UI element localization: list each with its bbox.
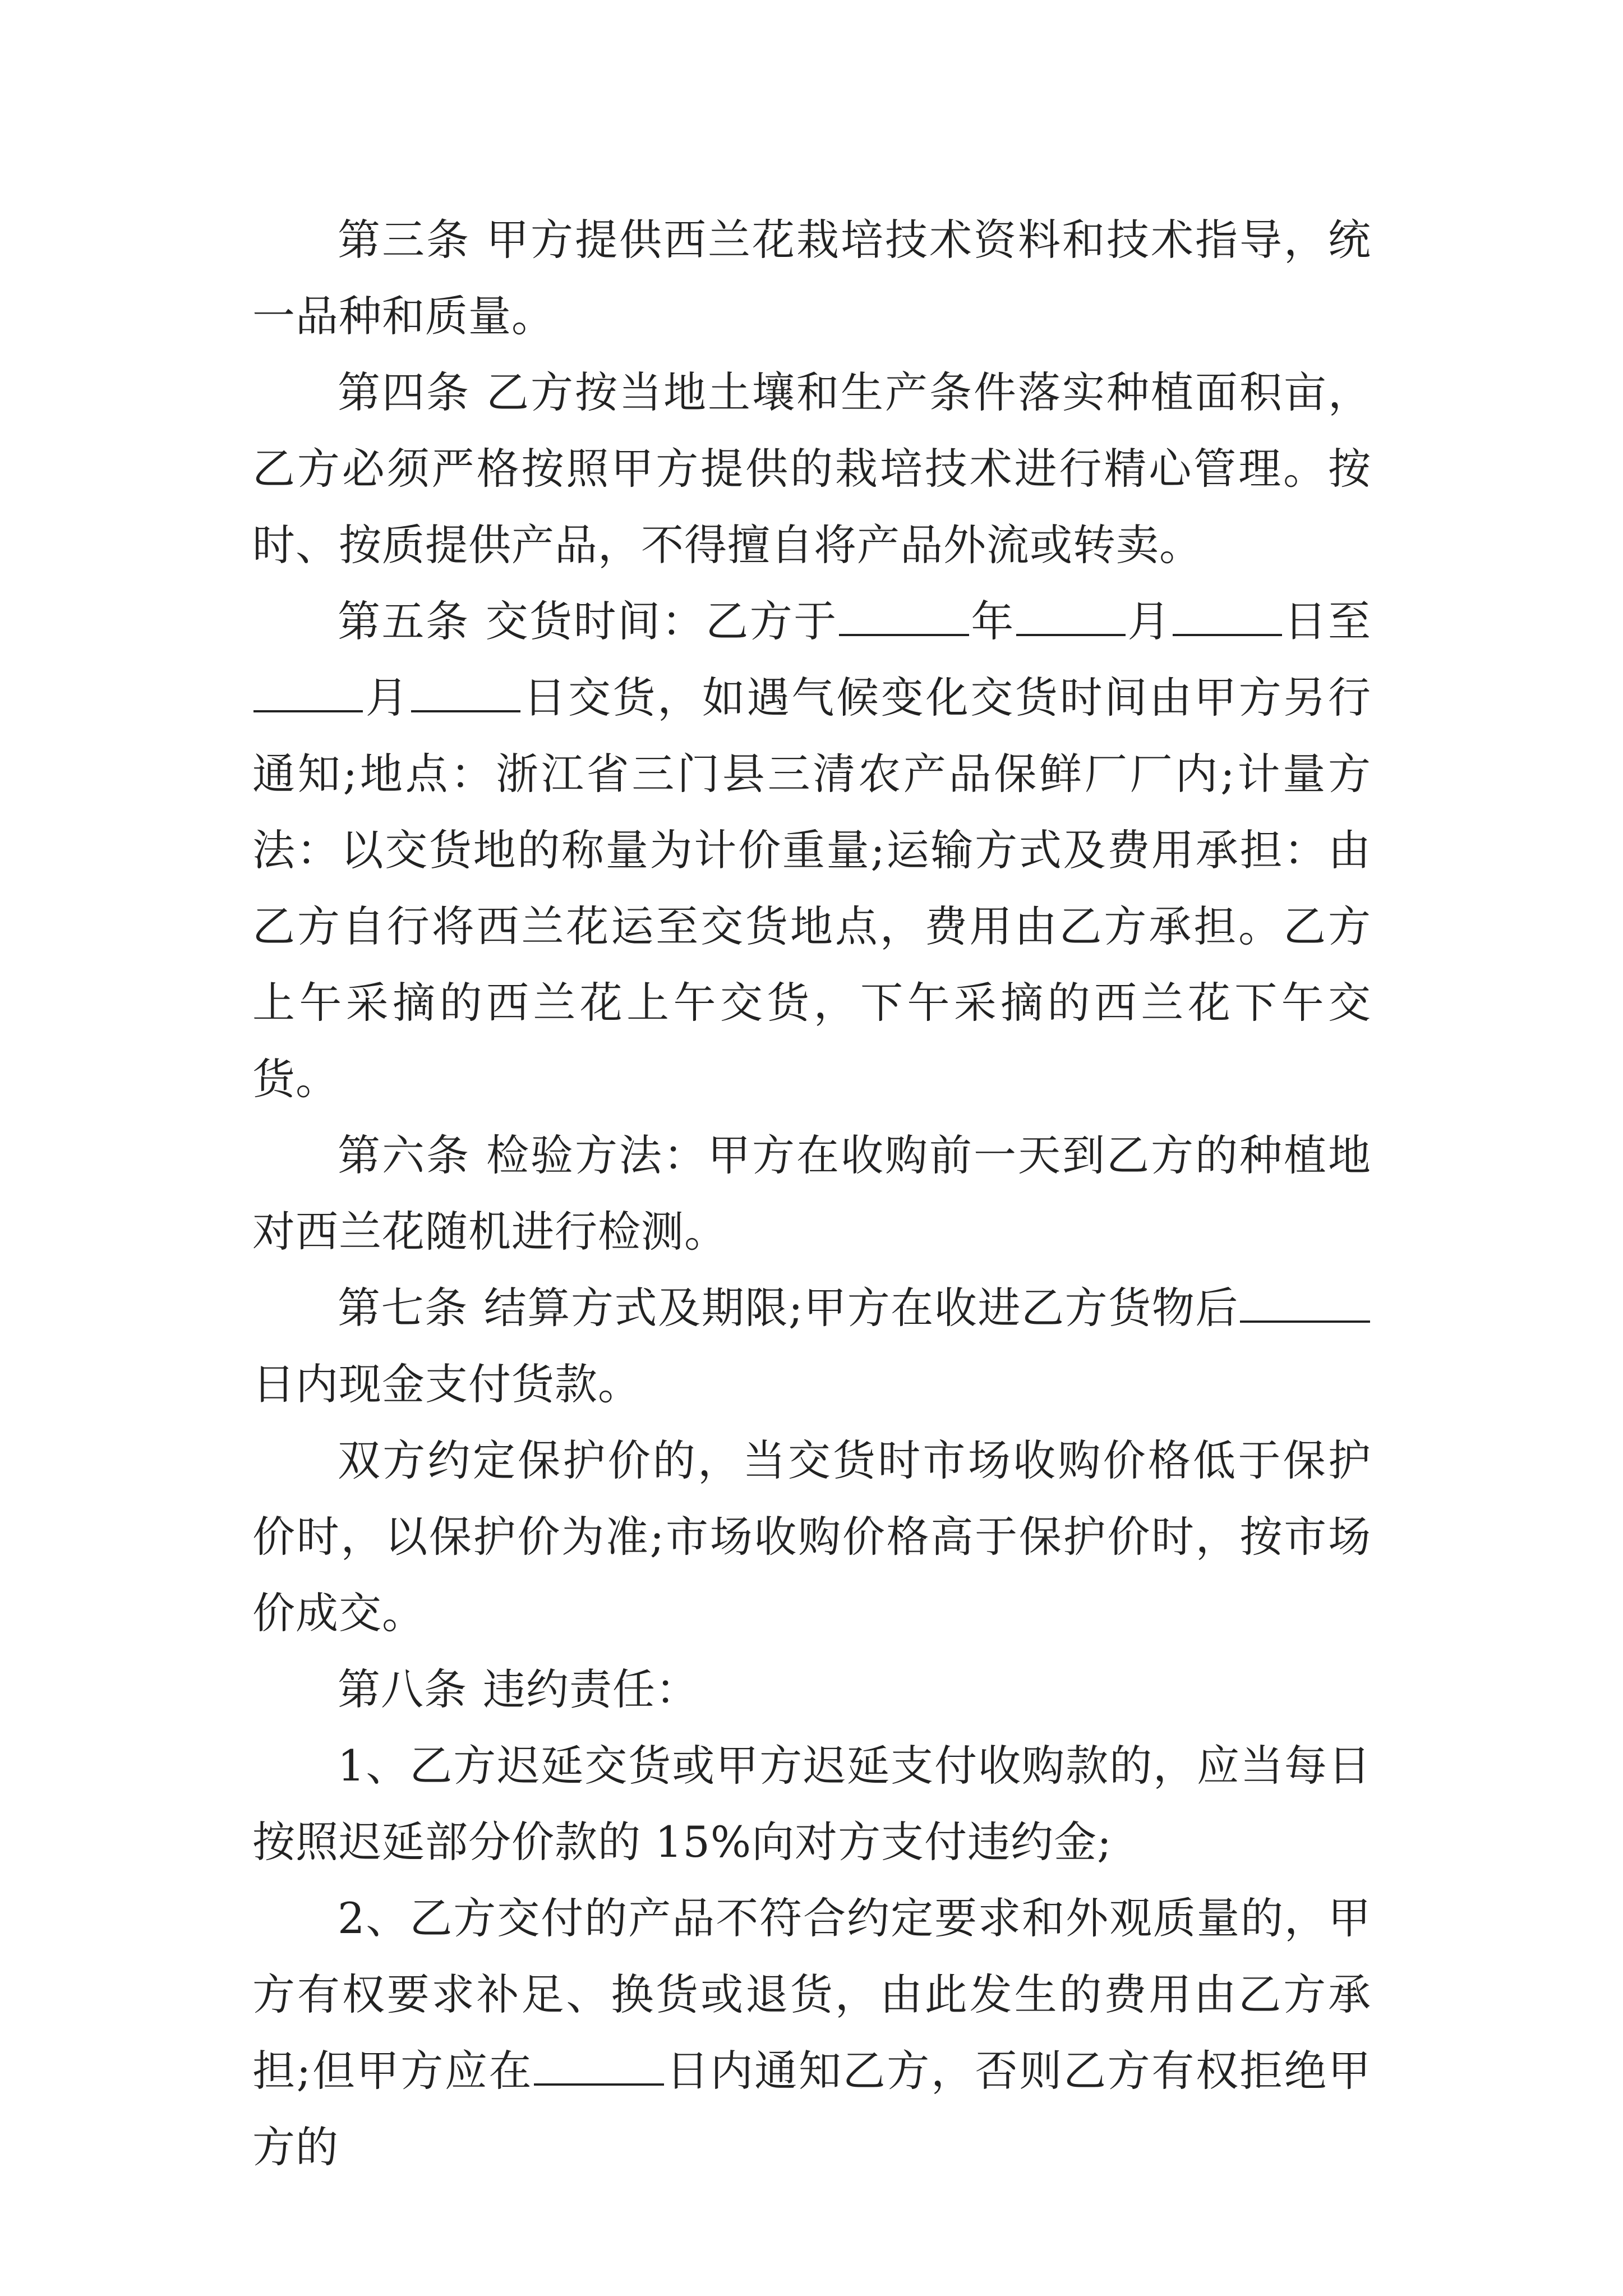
notice-days-blank bbox=[534, 2049, 664, 2086]
day-blank-start bbox=[1173, 599, 1282, 636]
breach-item-2-text-1: 2、乙方交付的产品不符合约定要求和外观质量的，甲方有权要求补足、换货或退货，由此发生的费用由乙方承担;但甲方应在 bbox=[252, 1893, 1371, 2096]
clause-8 bbox=[252, 1651, 1371, 1728]
clause-7 bbox=[252, 1270, 1371, 1423]
clause-6 bbox=[252, 1117, 1371, 1270]
clause-3 bbox=[252, 202, 1371, 355]
day-blank-end bbox=[411, 675, 520, 712]
breach-item-2-text-2: 日内通知乙方，否则乙方有权拒绝甲方的 bbox=[252, 2046, 1372, 2172]
clause-6-heading: 第六条 bbox=[338, 1130, 471, 1180]
clause-4 bbox=[252, 355, 1371, 583]
payment-days-blank bbox=[1240, 1286, 1370, 1323]
clause-7-text-1: 结算方式及期限;甲方在收进乙方货物后 bbox=[483, 1283, 1239, 1333]
clause-8-heading: 第八条 bbox=[338, 1664, 467, 1714]
breach-item-1: 1、乙方迟延交货或甲方迟延支付收购款的，应当每日按照迟延部分价款的 15%向对方支付违约金; bbox=[252, 1741, 1371, 1867]
clause-5-heading: 第五条 bbox=[338, 596, 470, 646]
clause-5-text-2: 年 bbox=[970, 596, 1015, 646]
document-body bbox=[252, 202, 1371, 2185]
month-blank-end bbox=[253, 675, 363, 712]
clause-7-text-2: 日内现金支付货款。 bbox=[252, 1359, 641, 1409]
clause-8-text: 违约责任： bbox=[483, 1664, 699, 1714]
month-blank-start bbox=[1016, 599, 1126, 636]
clause-5-text-3: 月 bbox=[1126, 596, 1172, 646]
clause-5-text-5: 月 bbox=[364, 673, 411, 723]
clause-5-text-1: 交货时间：乙方于 bbox=[485, 596, 838, 646]
clause-6-text: 检验方法：甲方在收购前一天到乙方的种植地对西兰花随机进行检测。 bbox=[252, 1130, 1371, 1257]
clause-5 bbox=[252, 583, 1371, 1117]
breach-item-2 bbox=[252, 1880, 1371, 2185]
clause-5-text-6: 日交货，如遇气候变化交货时间由甲方另行通知;地点：浙江省三门县三清农产品保鲜厂厂内;计量方法：以交货地的称量为计价重量;运输方式及费用承担：由乙方自行将西兰花运至交货地点，费用由乙方承担。乙方上午采摘的西兰花上午交货，下午采摘的西兰花下午交货。 bbox=[252, 673, 1372, 1104]
clause-5-text-4: 日至 bbox=[1283, 596, 1372, 646]
protection-price-paragraph: 双方约定保护价的，当交货时市场收购价格低于保护价时，以保护价为准;市场收购价格高于保护价时，按市场价成交。 bbox=[252, 1435, 1371, 1638]
clause-4-heading: 第四条 bbox=[338, 367, 471, 417]
year-blank bbox=[839, 599, 969, 636]
clause-7-heading: 第七条 bbox=[338, 1283, 468, 1333]
clause-3-text: 甲方提供西兰花栽培技术资料和技术指导，统一品种和质量。 bbox=[252, 215, 1371, 341]
clause-3-heading: 第三条 bbox=[338, 215, 471, 265]
clause-4-text: 乙方按当地土壤和生产条件落实种植面积亩，乙方必须严格按照甲方提供的栽培技术进行精心管理。按时、按质提供产品，不得擅自将产品外流或转卖。 bbox=[252, 367, 1371, 570]
